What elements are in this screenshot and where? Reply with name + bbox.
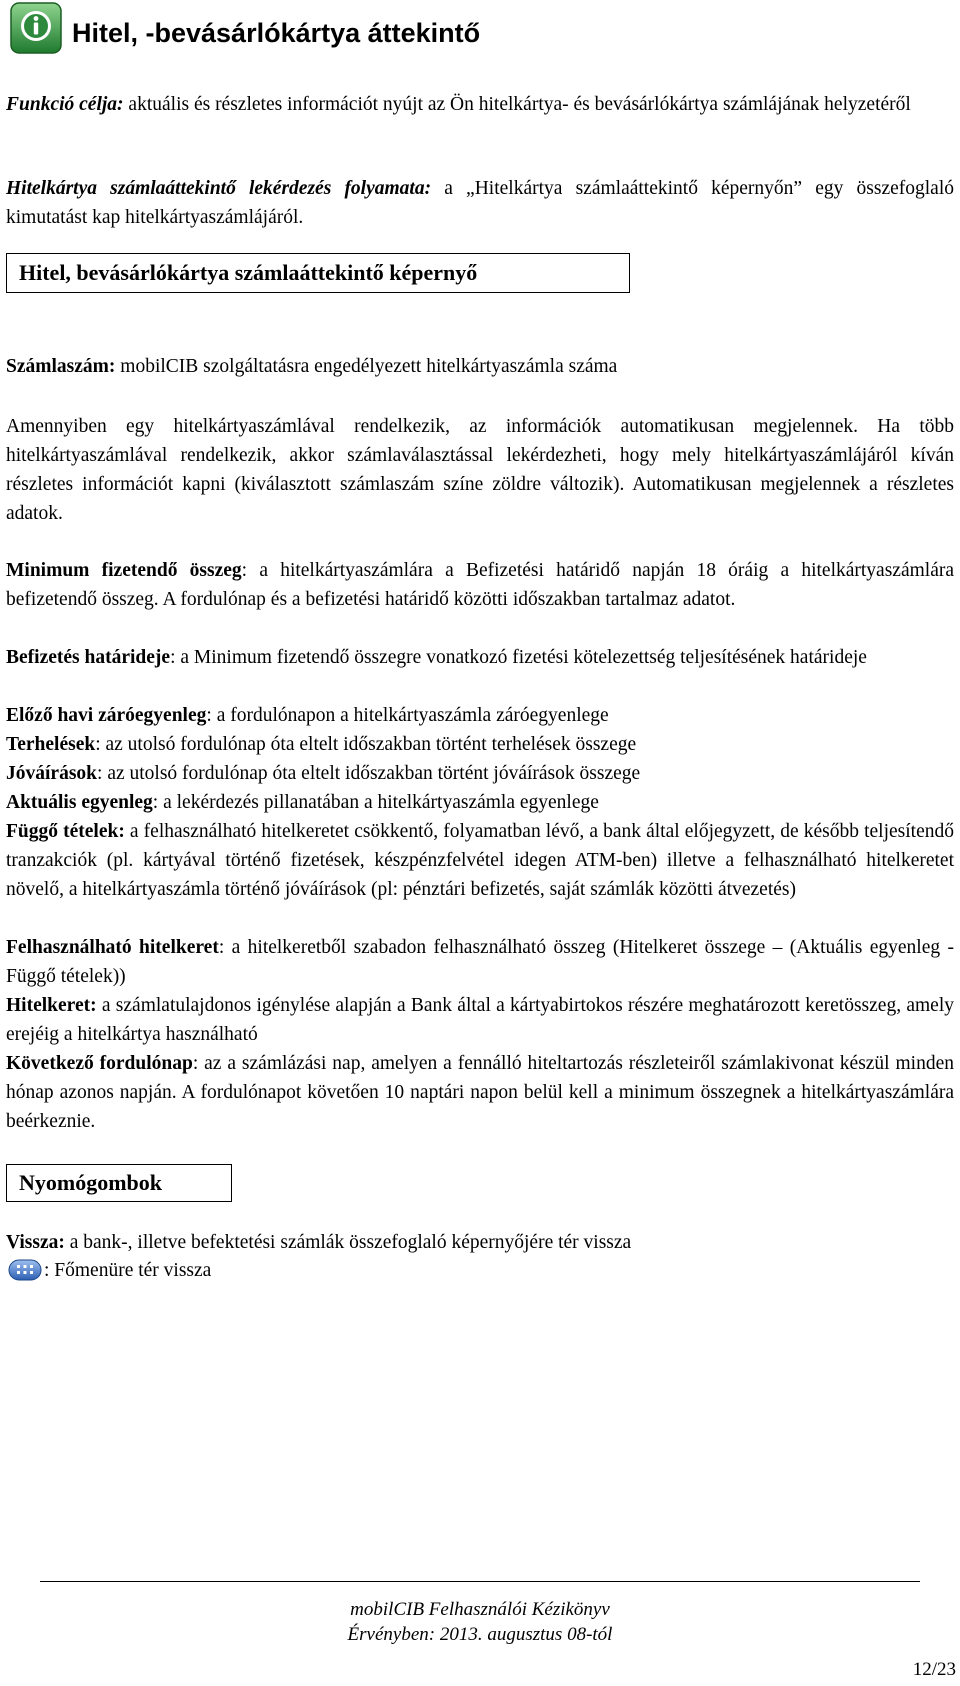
definition-term: Felhasználható hitelkeret (6, 937, 219, 958)
definition-text: a lekérdezés pillanatában a hitelkártyaszámla egyenlege (158, 792, 599, 813)
definition-previous-balance (6, 701, 954, 730)
process-text: a „Hitelkártya számlaáttekintő képernyőn” egy összefoglaló kimutatást kap hitelkártyaszámlájáról. (6, 178, 954, 228)
footer-validity: Érvényben: 2013. augusztus 08-tól (347, 1624, 613, 1645)
back-button-label: Vissza: (6, 1232, 65, 1253)
definition-text: az a számlázási nap, amelyen a fennálló hiteltartozás részleteiről számlakivonat készül minden hónap azonos napján. A fordulónapot követően 10 naptári napon belül kell a minimum összegnek a hitelkártyaszámlára beérkeznie. (6, 1053, 955, 1132)
definition-text: a felhasználható hitelkeretet csökkentő, folyamatban lévő, a bank által előjegyzett, de később teljesítendő tranzakciók (pl. kártyával történő fizetések, készpénzfelvétel idegen ATM-ben) illetve a felhasználható hitelkeretet növelő, a hitelkártyaszámla történő jóváírások (pl: pénztári befizetés, saját számlák közötti átvezetés) (6, 821, 955, 900)
back-button-description (6, 1228, 954, 1257)
definition-separator: : (152, 792, 159, 813)
definition-term: Jóváírások (6, 763, 98, 784)
page-number: 12/23 (912, 1659, 956, 1680)
definition-term: Minimum fizetendő összeg (6, 560, 242, 581)
definition-available-credit (6, 933, 954, 991)
definition-text: a hitelkeretből szabadon felhasználható összeg (Hitelkeret összege – (Aktuális egyenleg - Függő tételek)) (6, 937, 954, 987)
definition-term: Következő fordulónap (6, 1053, 193, 1074)
buttons-section-box (6, 1164, 232, 1202)
definition-credits (6, 759, 954, 788)
screen-section-title: Hitel, bevásárlókártya számlaáttekintő képernyő (19, 260, 478, 285)
page-title: Hitel, -bevásárlókártya áttekintő (72, 18, 481, 48)
definition-term: Hitelkeret: (6, 995, 97, 1016)
definition-charges (6, 730, 954, 759)
definition-text: a hitelkártyaszámlára a Befizetési határidő napján 18 óráig a hitelkártyaszámlára befizetendő összeg. A fordulónap és a befizetési határidő közötti időszakban tartalmaz adatot. (6, 560, 955, 610)
buttons-section-title: Nyomógombok (19, 1170, 163, 1195)
purpose-label: Funkció célja: (6, 94, 124, 115)
definition-separator: : (218, 937, 225, 958)
process-paragraph (6, 174, 954, 232)
account-number-paragraph (6, 352, 954, 381)
definition-separator: : (95, 734, 101, 755)
definition-current-balance (6, 788, 954, 817)
back-button-text: a bank-, illetve befektetési számlák összefoglaló képernyőjére tér vissza (64, 1232, 632, 1253)
screen-section-box (6, 253, 630, 293)
definition-separator: : (170, 647, 176, 668)
account-number-text: mobilCIB szolgáltatásra engedélyezett hitelkártyaszámla száma (115, 356, 618, 377)
footer-manual-title: mobilCIB Felhasználói Kézikönyv (350, 1599, 610, 1620)
page-header (10, 0, 950, 70)
account-number-label: Számlaszám: (6, 356, 116, 377)
footer-divider (40, 1581, 920, 1582)
definition-term: Függő tételek: (6, 821, 125, 842)
definition-separator: : (206, 705, 212, 726)
definition-text: a Minimum fizetendő összegre vonatkozó fizetési kötelezettség teljesítésének határideje (175, 647, 867, 668)
definition-text: az utolsó fordulónap óta eltelt időszakban történt terhelések összege (100, 734, 637, 755)
main-menu-description: : Főmenüre tér vissza (44, 1260, 212, 1281)
definition-text: az utolsó fordulónap óta eltelt időszakban történt jóváírások összege (102, 763, 641, 784)
definition-text: a fordulónapon a hitelkártyaszámla záróegyenlege (211, 705, 609, 726)
definition-term: Előző havi záróegyenleg (6, 705, 207, 726)
definition-separator: : (192, 1053, 199, 1074)
definition-separator: : (241, 560, 248, 581)
purpose-paragraph (6, 90, 954, 119)
definition-next-statement-date (6, 1049, 954, 1136)
purpose-text: aktuális és részletes információt nyújt az Ön hitelkártya- és bevásárlókártya számlájának helyzetéről (123, 94, 911, 115)
definition-payment-deadline (6, 643, 954, 672)
definition-minimum-payment (6, 556, 954, 614)
definition-text: a számlatulajdonos igénylése alapján a Bank által a kártyabirtokos részére meghatározott keretösszeg, amely erejéig a hitelkártya használható (6, 995, 954, 1045)
definition-pending-items (6, 817, 954, 904)
definition-term: Aktuális egyenleg (6, 792, 153, 813)
definition-term: Terhelések (6, 734, 96, 755)
definition-credit-limit (6, 991, 954, 1049)
definition-term: Befizetés határideje (6, 647, 171, 668)
info-icon (10, 2, 62, 54)
process-label: Hitelkártya számlaáttekintő lekérdezés folyamata: (6, 178, 432, 199)
main-menu-icon (8, 1259, 42, 1281)
definition-separator: : (97, 763, 103, 784)
account-info-paragraph: Amennyiben egy hitelkártyaszámlával rendelkezik, az információk automatikusan megjelennek. Ha több hitelkártyaszámlával rendelkezik, akkor számlaválasztással lekérdezheti, hogy mely hitelkártyaszámlájáról kíván részletes információt kapni (kiválasztott számlaszám színe zöldre változik). Automatikusan megjelennek a részletes adatok. (6, 416, 954, 524)
